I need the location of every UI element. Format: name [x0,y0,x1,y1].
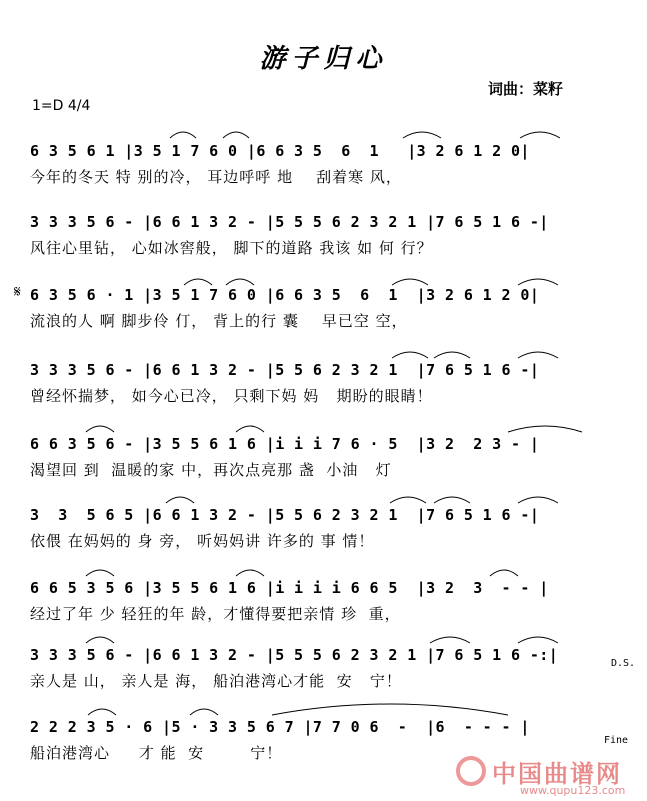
notation-line: 3 3 5 6 5 |6 6 1 3 2 - |5 5 6 2 3 2 1 |7 6 5 1 6 -| [30,506,540,524]
slur [490,570,518,576]
slur [434,497,470,503]
watermark-url: www.qupu123.com [520,784,626,797]
fine-mark: Fine [604,735,629,746]
slur [223,132,249,138]
slur [190,709,218,715]
slur [392,352,428,358]
notation-line: 6 6 5 3 5 6 |3 5 5 6 1 6 |i i i i 6 6 5 |3 2 3 - - | [30,579,549,597]
slur [392,279,428,285]
slur [518,352,558,358]
dal-segno-mark: D.S. [611,658,636,669]
slur [390,497,426,503]
lyric-line: 亲人是 山， 亲人是 海， 船泊港湾心才能 安 宁！ [30,672,402,690]
composer-credit: 词曲：菜籽 [488,80,564,98]
watermark-logo-icon [456,756,486,786]
slur [226,279,254,285]
lyric-line: 曾经怀揣梦， 如今心已冷， 只剩下妈 妈 期盼的眼睛！ [30,387,433,405]
tie [272,704,508,715]
notation-line: 3 3 3 5 6 - |6 6 1 3 2 - |5 5 5 6 2 3 2 1 |7 6 5 1 6 -| [30,213,549,231]
song-title: 游子归心 [259,44,388,74]
notation-line: 6 3 5 6 1 |3 5 1 7 6 0 |6 6 3 5 6 1 |3 2 6 1 2 0| [30,142,530,160]
slur [430,637,470,643]
notation-line: 6 6 3 5 6 - |3 5 5 6 1 6 |i i i 7 6 · 5 |3 2 2 3 - | [30,435,540,453]
notation-line: 6 3 5 6 · 1 |3 5 1 7 6 0 |6 6 3 5 6 1 |3 2 6 1 2 0| [30,286,540,304]
slur [86,570,114,576]
notation-line: 3 3 3 5 6 - |6 6 1 3 2 - |5 5 6 2 3 2 1 |7 6 5 1 6 -| [30,361,540,379]
slur [518,279,558,285]
key-signature: 1=D 4/4 [32,98,91,114]
notation-line: 3 3 3 5 6 - |6 6 1 3 2 - |5 5 5 6 2 3 2 1 |7 6 5 1 6 -:| [30,646,559,664]
slur [86,426,114,432]
segno-sign: 𝄋 [14,282,21,301]
slur [403,132,441,138]
lyric-line: 船泊港湾心 才 能 安 宁！ [30,744,283,762]
lyric-line: 渴望回 到 温暖的家 中，再次点亮那 盏 小油 灯 [30,461,392,479]
slur [236,426,264,432]
slur [86,637,114,643]
slur [236,570,264,576]
lyric-line: 今年的冬天 特 别的冷， 耳边呼呼 地 刮着寒 风， [30,168,402,186]
lyric-line: 经过了年 少 轻狂的年 龄，才懂得要把亲情 珍 重， [30,605,401,623]
lyric-line: 风往心里钻， 心如冰窖般， 脚下的道路 我该 如 何 行？ [30,239,433,257]
slur [520,132,560,138]
slur [166,497,194,503]
lyric-line: 依偎 在妈妈的 身 旁， 听妈妈讲 许多的 事 情！ [30,532,375,550]
slur [184,279,212,285]
notation-line: 2 2 2 3 5 · 6 |5 · 3 3 5 6 7 |7 7 0 6 - |6 - - - | [30,718,530,736]
watermark-site-name: 中国曲谱网 [492,760,622,788]
slur [88,709,116,715]
slur [434,352,470,358]
slur [170,132,196,138]
slur [518,637,558,643]
slur [518,497,558,503]
lyric-line: 流浪的人 啊 脚步伶 仃， 背上的行 囊 早已空 空， [30,312,408,330]
slur [508,426,582,432]
